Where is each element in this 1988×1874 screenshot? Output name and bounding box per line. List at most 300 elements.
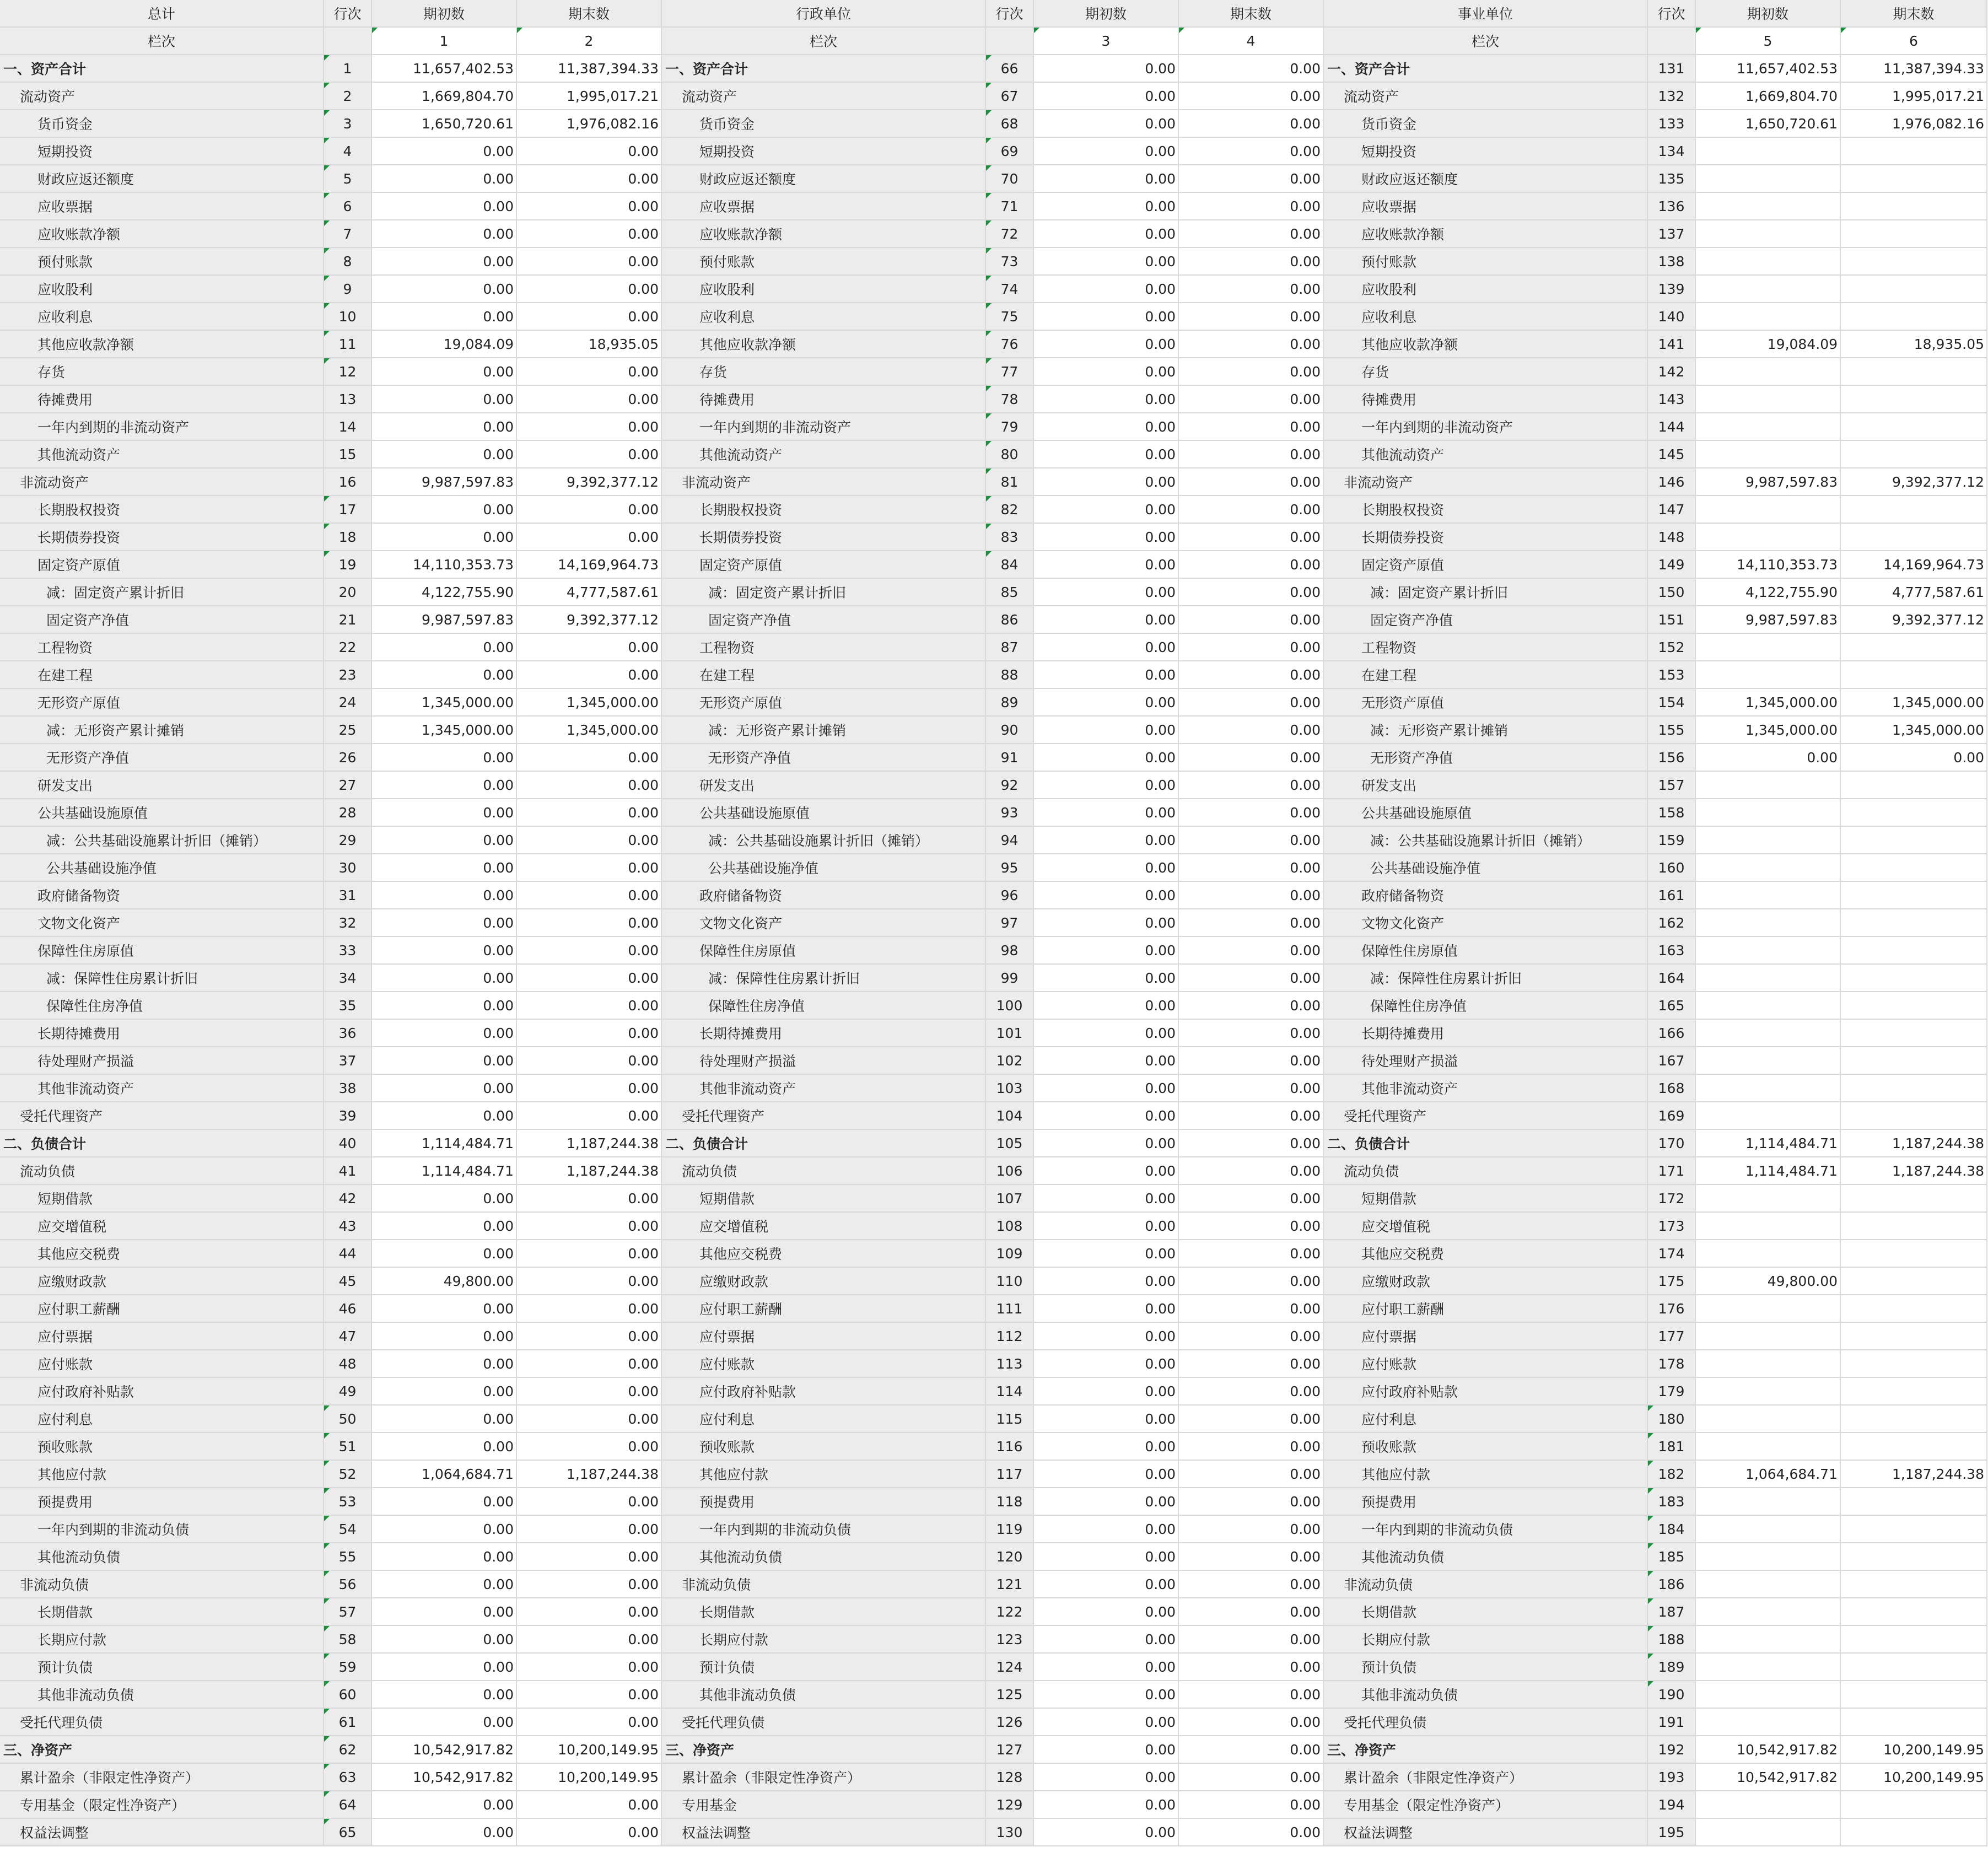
line-number[interactable]: 116 xyxy=(986,1433,1034,1461)
line-number[interactable]: 26 xyxy=(324,744,372,772)
row-label[interactable]: 一年内到期的非流动资产 xyxy=(1324,413,1648,441)
value-cell[interactable]: 1,187,244.38 xyxy=(517,1461,662,1488)
value-cell[interactable] xyxy=(1841,1516,1987,1543)
value-cell[interactable]: 0.00 xyxy=(372,276,517,303)
line-number[interactable]: 59 xyxy=(324,1654,372,1681)
line-number[interactable]: 27 xyxy=(324,772,372,799)
value-cell[interactable]: 0.00 xyxy=(1179,551,1324,579)
value-cell[interactable]: 0.00 xyxy=(1034,1020,1179,1047)
row-label[interactable]: 其他流动资产 xyxy=(0,441,324,468)
header-cell[interactable]: 总计 xyxy=(0,0,324,28)
value-cell[interactable] xyxy=(1841,1709,1987,1736)
line-number[interactable]: 12 xyxy=(324,358,372,386)
line-number[interactable]: 147 xyxy=(1648,496,1696,524)
value-cell[interactable] xyxy=(1696,1047,1841,1075)
row-label[interactable]: 应交增值税 xyxy=(0,1213,324,1240)
row-label[interactable]: 研发支出 xyxy=(1324,772,1648,799)
row-label[interactable]: 其他流动负债 xyxy=(0,1543,324,1571)
column-index-cell[interactable]: 4 xyxy=(1179,28,1324,55)
line-number[interactable]: 194 xyxy=(1648,1791,1696,1819)
value-cell[interactable]: 0.00 xyxy=(372,441,517,468)
line-number[interactable]: 173 xyxy=(1648,1213,1696,1240)
value-cell[interactable] xyxy=(1841,1681,1987,1709)
line-number[interactable]: 67 xyxy=(986,83,1034,110)
row-label[interactable]: 短期借款 xyxy=(1324,1185,1648,1213)
value-cell[interactable] xyxy=(1696,1240,1841,1268)
row-label[interactable]: 其他应交税费 xyxy=(0,1240,324,1268)
value-cell[interactable]: 49,800.00 xyxy=(372,1268,517,1295)
row-label[interactable]: 公共基础设施原值 xyxy=(662,799,986,827)
value-cell[interactable] xyxy=(1696,1681,1841,1709)
value-cell[interactable] xyxy=(1696,303,1841,331)
value-cell[interactable]: 0.00 xyxy=(517,441,662,468)
row-label[interactable]: 预收账款 xyxy=(1324,1433,1648,1461)
line-number[interactable]: 154 xyxy=(1648,689,1696,717)
value-cell[interactable]: 1,650,720.61 xyxy=(372,110,517,138)
value-cell[interactable] xyxy=(1841,1185,1987,1213)
line-number[interactable]: 174 xyxy=(1648,1240,1696,1268)
row-label[interactable]: 长期借款 xyxy=(1324,1598,1648,1626)
value-cell[interactable]: 1,669,804.70 xyxy=(372,83,517,110)
value-cell[interactable]: 0.00 xyxy=(517,1240,662,1268)
value-cell[interactable] xyxy=(1696,937,1841,965)
row-label[interactable]: 其他流动资产 xyxy=(662,441,986,468)
line-number[interactable]: 3 xyxy=(324,110,372,138)
value-cell[interactable]: 0.00 xyxy=(517,1433,662,1461)
line-number[interactable]: 118 xyxy=(986,1488,1034,1516)
line-number[interactable]: 33 xyxy=(324,937,372,965)
line-number[interactable]: 192 xyxy=(1648,1736,1696,1764)
value-cell[interactable]: 19,084.09 xyxy=(372,331,517,358)
value-cell[interactable] xyxy=(1841,1626,1987,1654)
line-number[interactable]: 50 xyxy=(324,1406,372,1433)
line-number[interactable]: 110 xyxy=(986,1268,1034,1295)
value-cell[interactable]: 0.00 xyxy=(1034,1157,1179,1185)
line-number[interactable]: 149 xyxy=(1648,551,1696,579)
value-cell[interactable] xyxy=(1696,1819,1841,1846)
line-number[interactable]: 14 xyxy=(324,413,372,441)
row-label[interactable]: 预付账款 xyxy=(0,248,324,276)
value-cell[interactable]: 0.00 xyxy=(372,661,517,689)
row-label[interactable]: 应收票据 xyxy=(662,193,986,220)
value-cell[interactable] xyxy=(1696,827,1841,854)
line-number[interactable]: 10 xyxy=(324,303,372,331)
row-label[interactable]: 流动资产 xyxy=(662,83,986,110)
value-cell[interactable]: 0.00 xyxy=(1034,1213,1179,1240)
value-cell[interactable]: 0.00 xyxy=(517,1709,662,1736)
row-label[interactable]: 减：保障性住房累计折旧 xyxy=(662,965,986,992)
value-cell[interactable]: 0.00 xyxy=(517,992,662,1020)
line-number[interactable]: 68 xyxy=(986,110,1034,138)
row-label[interactable]: 公共基础设施净值 xyxy=(1324,854,1648,882)
value-cell[interactable]: 11,657,402.53 xyxy=(372,55,517,83)
value-cell[interactable]: 0.00 xyxy=(372,772,517,799)
value-cell[interactable]: 10,542,917.82 xyxy=(372,1736,517,1764)
row-label[interactable]: 受托代理负债 xyxy=(662,1709,986,1736)
row-label[interactable]: 待处理财产损溢 xyxy=(662,1047,986,1075)
value-cell[interactable]: 0.00 xyxy=(372,854,517,882)
row-label[interactable]: 受托代理资产 xyxy=(0,1102,324,1130)
value-cell[interactable]: 1,064,684.71 xyxy=(372,1461,517,1488)
value-cell[interactable]: 0.00 xyxy=(372,1378,517,1406)
row-label[interactable]: 流动负债 xyxy=(1324,1157,1648,1185)
row-label[interactable]: 一、资产合计 xyxy=(0,55,324,83)
value-cell[interactable] xyxy=(1696,661,1841,689)
value-cell[interactable]: 0.00 xyxy=(1179,1764,1324,1791)
value-cell[interactable] xyxy=(1696,799,1841,827)
value-cell[interactable]: 0.00 xyxy=(1179,1020,1324,1047)
row-label[interactable]: 货币资金 xyxy=(662,110,986,138)
value-cell[interactable] xyxy=(1696,358,1841,386)
value-cell[interactable]: 4,122,755.90 xyxy=(1696,579,1841,606)
line-number[interactable]: 54 xyxy=(324,1516,372,1543)
value-cell[interactable]: 9,392,377.12 xyxy=(1841,468,1987,496)
line-number[interactable]: 160 xyxy=(1648,854,1696,882)
value-cell[interactable]: 0.00 xyxy=(1034,1406,1179,1433)
value-cell[interactable]: 0.00 xyxy=(1179,1571,1324,1598)
line-number[interactable]: 88 xyxy=(986,661,1034,689)
row-label[interactable]: 固定资产净值 xyxy=(0,606,324,634)
value-cell[interactable]: 11,387,394.33 xyxy=(517,55,662,83)
line-number[interactable]: 83 xyxy=(986,524,1034,551)
row-label[interactable]: 流动资产 xyxy=(0,83,324,110)
line-number[interactable]: 188 xyxy=(1648,1626,1696,1654)
value-cell[interactable] xyxy=(1841,1213,1987,1240)
value-cell[interactable]: 0.00 xyxy=(372,303,517,331)
value-cell[interactable]: 0.00 xyxy=(517,965,662,992)
value-cell[interactable]: 0.00 xyxy=(1179,1791,1324,1819)
line-number[interactable]: 172 xyxy=(1648,1185,1696,1213)
value-cell[interactable]: 0.00 xyxy=(1034,83,1179,110)
row-label[interactable]: 工程物资 xyxy=(662,634,986,661)
value-cell[interactable]: 1,114,484.71 xyxy=(372,1130,517,1157)
value-cell[interactable]: 0.00 xyxy=(1179,1240,1324,1268)
row-label[interactable]: 应付利息 xyxy=(0,1406,324,1433)
value-cell[interactable]: 9,392,377.12 xyxy=(517,468,662,496)
row-label[interactable]: 预提费用 xyxy=(1324,1488,1648,1516)
line-number[interactable]: 113 xyxy=(986,1350,1034,1378)
value-cell[interactable]: 0.00 xyxy=(517,1295,662,1323)
row-label[interactable]: 其他应交税费 xyxy=(662,1240,986,1268)
value-cell[interactable]: 10,542,917.82 xyxy=(1696,1764,1841,1791)
row-label[interactable]: 受托代理资产 xyxy=(1324,1102,1648,1130)
value-cell[interactable]: 0.00 xyxy=(1034,937,1179,965)
row-label[interactable]: 应付票据 xyxy=(1324,1323,1648,1350)
line-number[interactable]: 22 xyxy=(324,634,372,661)
line-number[interactable]: 97 xyxy=(986,909,1034,937)
value-cell[interactable]: 0.00 xyxy=(372,937,517,965)
value-cell[interactable]: 10,200,149.95 xyxy=(1841,1764,1987,1791)
value-cell[interactable]: 0.00 xyxy=(1034,1240,1179,1268)
row-label[interactable]: 无形资产净值 xyxy=(0,744,324,772)
row-label[interactable]: 预收账款 xyxy=(662,1433,986,1461)
value-cell[interactable]: 0.00 xyxy=(1034,1516,1179,1543)
line-number[interactable]: 39 xyxy=(324,1102,372,1130)
value-cell[interactable]: 0.00 xyxy=(1179,1102,1324,1130)
header-cell[interactable]: 事业单位 xyxy=(1324,0,1648,28)
line-number[interactable]: 101 xyxy=(986,1020,1034,1047)
line-number[interactable]: 193 xyxy=(1648,1764,1696,1791)
value-cell[interactable] xyxy=(1841,303,1987,331)
row-label[interactable]: 其他非流动资产 xyxy=(662,1075,986,1102)
line-number[interactable]: 61 xyxy=(324,1709,372,1736)
value-cell[interactable] xyxy=(1841,1102,1987,1130)
line-number[interactable]: 115 xyxy=(986,1406,1034,1433)
column-index-cell[interactable] xyxy=(324,28,372,55)
line-number[interactable]: 103 xyxy=(986,1075,1034,1102)
row-label[interactable]: 财政应返还额度 xyxy=(0,165,324,193)
value-cell[interactable]: 0.00 xyxy=(1179,799,1324,827)
row-label[interactable]: 应收账款净额 xyxy=(1324,220,1648,248)
line-number[interactable]: 124 xyxy=(986,1654,1034,1681)
value-cell[interactable]: 0.00 xyxy=(517,854,662,882)
value-cell[interactable]: 0.00 xyxy=(1696,744,1841,772)
value-cell[interactable]: 0.00 xyxy=(372,496,517,524)
value-cell[interactable]: 9,392,377.12 xyxy=(517,606,662,634)
row-label[interactable]: 非流动负债 xyxy=(1324,1571,1648,1598)
row-label[interactable]: 受托代理负债 xyxy=(0,1709,324,1736)
row-label[interactable]: 非流动资产 xyxy=(1324,468,1648,496)
line-number[interactable]: 127 xyxy=(986,1736,1034,1764)
value-cell[interactable]: 0.00 xyxy=(1034,193,1179,220)
line-number[interactable]: 134 xyxy=(1648,138,1696,165)
value-cell[interactable]: 9,987,597.83 xyxy=(372,606,517,634)
value-cell[interactable]: 0.00 xyxy=(1179,689,1324,717)
row-label[interactable]: 减：保障性住房累计折旧 xyxy=(0,965,324,992)
row-label[interactable]: 二、负债合计 xyxy=(0,1130,324,1157)
row-label[interactable]: 其他非流动负债 xyxy=(1324,1681,1648,1709)
line-number[interactable]: 164 xyxy=(1648,965,1696,992)
row-label[interactable]: 流动负债 xyxy=(0,1157,324,1185)
line-number[interactable]: 138 xyxy=(1648,248,1696,276)
row-label[interactable]: 流动资产 xyxy=(1324,83,1648,110)
row-label[interactable]: 政府储备物资 xyxy=(1324,882,1648,909)
value-cell[interactable]: 0.00 xyxy=(1034,1819,1179,1846)
line-number[interactable]: 15 xyxy=(324,441,372,468)
row-label[interactable]: 应付政府补贴款 xyxy=(0,1378,324,1406)
value-cell[interactable]: 0.00 xyxy=(1034,1185,1179,1213)
value-cell[interactable]: 0.00 xyxy=(1179,1461,1324,1488)
row-label[interactable]: 存货 xyxy=(662,358,986,386)
value-cell[interactable]: 0.00 xyxy=(517,220,662,248)
value-cell[interactable]: 0.00 xyxy=(372,882,517,909)
value-cell[interactable]: 4,122,755.90 xyxy=(372,579,517,606)
value-cell[interactable]: 10,200,149.95 xyxy=(517,1764,662,1791)
value-cell[interactable]: 1,114,484.71 xyxy=(372,1157,517,1185)
value-cell[interactable]: 0.00 xyxy=(1034,220,1179,248)
value-cell[interactable]: 1,187,244.38 xyxy=(1841,1461,1987,1488)
line-number[interactable]: 112 xyxy=(986,1323,1034,1350)
value-cell[interactable]: 18,935.05 xyxy=(517,331,662,358)
value-cell[interactable]: 0.00 xyxy=(1034,661,1179,689)
value-cell[interactable] xyxy=(1841,1047,1987,1075)
line-number[interactable]: 161 xyxy=(1648,882,1696,909)
value-cell[interactable]: 0.00 xyxy=(1034,358,1179,386)
row-label[interactable]: 长期待摊费用 xyxy=(662,1020,986,1047)
value-cell[interactable]: 0.00 xyxy=(517,1350,662,1378)
value-cell[interactable] xyxy=(1696,1075,1841,1102)
line-number[interactable]: 84 xyxy=(986,551,1034,579)
value-cell[interactable] xyxy=(1841,772,1987,799)
line-number[interactable]: 179 xyxy=(1648,1378,1696,1406)
value-cell[interactable] xyxy=(1696,909,1841,937)
value-cell[interactable]: 0.00 xyxy=(1179,138,1324,165)
row-label[interactable]: 长期债券投资 xyxy=(1324,524,1648,551)
value-cell[interactable]: 0.00 xyxy=(372,1819,517,1846)
row-label[interactable]: 无形资产原值 xyxy=(662,689,986,717)
value-cell[interactable]: 0.00 xyxy=(1034,1461,1179,1488)
line-number[interactable]: 133 xyxy=(1648,110,1696,138)
row-label[interactable]: 长期债券投资 xyxy=(0,524,324,551)
row-label[interactable]: 减：无形资产累计摊销 xyxy=(662,717,986,744)
line-number[interactable]: 30 xyxy=(324,854,372,882)
value-cell[interactable] xyxy=(1696,1791,1841,1819)
value-cell[interactable]: 0.00 xyxy=(1179,1516,1324,1543)
row-label[interactable]: 政府储备物资 xyxy=(662,882,986,909)
value-cell[interactable]: 0.00 xyxy=(517,1819,662,1846)
value-cell[interactable]: 1,976,082.16 xyxy=(517,110,662,138)
value-cell[interactable] xyxy=(1696,772,1841,799)
value-cell[interactable] xyxy=(1841,1598,1987,1626)
value-cell[interactable]: 0.00 xyxy=(372,1488,517,1516)
value-cell[interactable]: 0.00 xyxy=(1034,524,1179,551)
value-cell[interactable]: 0.00 xyxy=(517,1378,662,1406)
column-index-cell[interactable]: 6 xyxy=(1841,28,1987,55)
row-label[interactable]: 一年内到期的非流动资产 xyxy=(0,413,324,441)
value-cell[interactable]: 0.00 xyxy=(372,1681,517,1709)
value-cell[interactable]: 0.00 xyxy=(517,634,662,661)
value-cell[interactable]: 0.00 xyxy=(1179,1598,1324,1626)
value-cell[interactable]: 0.00 xyxy=(1179,909,1324,937)
value-cell[interactable] xyxy=(1696,1323,1841,1350)
value-cell[interactable]: 0.00 xyxy=(517,1047,662,1075)
value-cell[interactable]: 0.00 xyxy=(372,193,517,220)
row-label[interactable]: 待处理财产损溢 xyxy=(1324,1047,1648,1075)
value-cell[interactable]: 0.00 xyxy=(517,413,662,441)
value-cell[interactable]: 0.00 xyxy=(1179,358,1324,386)
row-label[interactable]: 一年内到期的非流动负债 xyxy=(1324,1516,1648,1543)
value-cell[interactable]: 0.00 xyxy=(1034,1764,1179,1791)
line-number[interactable]: 99 xyxy=(986,965,1034,992)
line-number[interactable]: 41 xyxy=(324,1157,372,1185)
value-cell[interactable]: 0.00 xyxy=(1034,1295,1179,1323)
line-number[interactable]: 171 xyxy=(1648,1157,1696,1185)
row-label[interactable]: 权益法调整 xyxy=(0,1819,324,1846)
row-label[interactable]: 其他非流动资产 xyxy=(1324,1075,1648,1102)
line-number[interactable]: 48 xyxy=(324,1350,372,1378)
value-cell[interactable]: 0.00 xyxy=(372,827,517,854)
row-label[interactable]: 其他应交税费 xyxy=(1324,1240,1648,1268)
value-cell[interactable] xyxy=(1696,1654,1841,1681)
line-number[interactable]: 132 xyxy=(1648,83,1696,110)
value-cell[interactable]: 0.00 xyxy=(1034,468,1179,496)
value-cell[interactable]: 0.00 xyxy=(1034,992,1179,1020)
row-label[interactable]: 长期股权投资 xyxy=(0,496,324,524)
value-cell[interactable]: 0.00 xyxy=(517,1323,662,1350)
line-number[interactable]: 5 xyxy=(324,165,372,193)
row-label[interactable]: 固定资产净值 xyxy=(662,606,986,634)
line-number[interactable]: 156 xyxy=(1648,744,1696,772)
line-number[interactable]: 69 xyxy=(986,138,1034,165)
row-label[interactable]: 长期借款 xyxy=(0,1598,324,1626)
row-label[interactable]: 固定资产原值 xyxy=(0,551,324,579)
value-cell[interactable] xyxy=(1841,1406,1987,1433)
line-number[interactable]: 126 xyxy=(986,1709,1034,1736)
header-cell[interactable]: 期初数 xyxy=(1696,0,1841,28)
line-number[interactable]: 130 xyxy=(986,1819,1034,1846)
value-cell[interactable]: 9,987,597.83 xyxy=(1696,606,1841,634)
line-number[interactable]: 181 xyxy=(1648,1433,1696,1461)
row-label[interactable]: 应交增值税 xyxy=(1324,1213,1648,1240)
value-cell[interactable]: 14,110,353.73 xyxy=(1696,551,1841,579)
value-cell[interactable]: 0.00 xyxy=(1179,965,1324,992)
value-cell[interactable]: 0.00 xyxy=(1179,1268,1324,1295)
value-cell[interactable]: 0.00 xyxy=(372,1516,517,1543)
value-cell[interactable]: 0.00 xyxy=(372,1543,517,1571)
value-cell[interactable]: 1,995,017.21 xyxy=(1841,83,1987,110)
row-label[interactable]: 应付利息 xyxy=(1324,1406,1648,1433)
row-label[interactable]: 其他非流动负债 xyxy=(0,1681,324,1709)
line-number[interactable]: 98 xyxy=(986,937,1034,965)
line-number[interactable]: 78 xyxy=(986,386,1034,413)
line-number[interactable]: 76 xyxy=(986,331,1034,358)
value-cell[interactable]: 0.00 xyxy=(517,138,662,165)
value-cell[interactable] xyxy=(1841,634,1987,661)
row-label[interactable]: 应收利息 xyxy=(0,303,324,331)
line-number[interactable]: 122 xyxy=(986,1598,1034,1626)
line-number[interactable]: 123 xyxy=(986,1626,1034,1654)
value-cell[interactable]: 0.00 xyxy=(1034,303,1179,331)
row-label[interactable]: 其他流动负债 xyxy=(1324,1543,1648,1571)
row-label[interactable]: 预收账款 xyxy=(0,1433,324,1461)
value-cell[interactable]: 0.00 xyxy=(517,1020,662,1047)
value-cell[interactable]: 0.00 xyxy=(1179,165,1324,193)
row-label[interactable]: 非流动负债 xyxy=(0,1571,324,1598)
value-cell[interactable]: 0.00 xyxy=(1179,1295,1324,1323)
column-index-cell[interactable]: 1 xyxy=(372,28,517,55)
value-cell[interactable]: 0.00 xyxy=(1179,1488,1324,1516)
line-number[interactable]: 53 xyxy=(324,1488,372,1516)
row-label[interactable]: 长期债券投资 xyxy=(662,524,986,551)
value-cell[interactable]: 0.00 xyxy=(1034,1598,1179,1626)
row-label[interactable]: 减：无形资产累计摊销 xyxy=(0,717,324,744)
value-cell[interactable]: 0.00 xyxy=(1034,634,1179,661)
line-number[interactable]: 105 xyxy=(986,1130,1034,1157)
line-number[interactable]: 119 xyxy=(986,1516,1034,1543)
line-number[interactable]: 49 xyxy=(324,1378,372,1406)
value-cell[interactable]: 0.00 xyxy=(517,1791,662,1819)
line-number[interactable]: 55 xyxy=(324,1543,372,1571)
line-number[interactable]: 87 xyxy=(986,634,1034,661)
line-number[interactable]: 71 xyxy=(986,193,1034,220)
value-cell[interactable]: 1,345,000.00 xyxy=(372,717,517,744)
line-number[interactable]: 6 xyxy=(324,193,372,220)
value-cell[interactable]: 0.00 xyxy=(517,1268,662,1295)
row-label[interactable]: 三、净资产 xyxy=(662,1736,986,1764)
row-label[interactable]: 短期投资 xyxy=(0,138,324,165)
value-cell[interactable]: 0.00 xyxy=(1179,441,1324,468)
value-cell[interactable]: 0.00 xyxy=(1179,496,1324,524)
row-label[interactable]: 应付票据 xyxy=(662,1323,986,1350)
row-label[interactable]: 减：固定资产累计折旧 xyxy=(662,579,986,606)
line-number[interactable]: 47 xyxy=(324,1323,372,1350)
line-number[interactable]: 62 xyxy=(324,1736,372,1764)
line-number[interactable]: 36 xyxy=(324,1020,372,1047)
line-number[interactable]: 117 xyxy=(986,1461,1034,1488)
value-cell[interactable]: 0.00 xyxy=(372,1791,517,1819)
line-number[interactable]: 153 xyxy=(1648,661,1696,689)
value-cell[interactable]: 0.00 xyxy=(517,165,662,193)
